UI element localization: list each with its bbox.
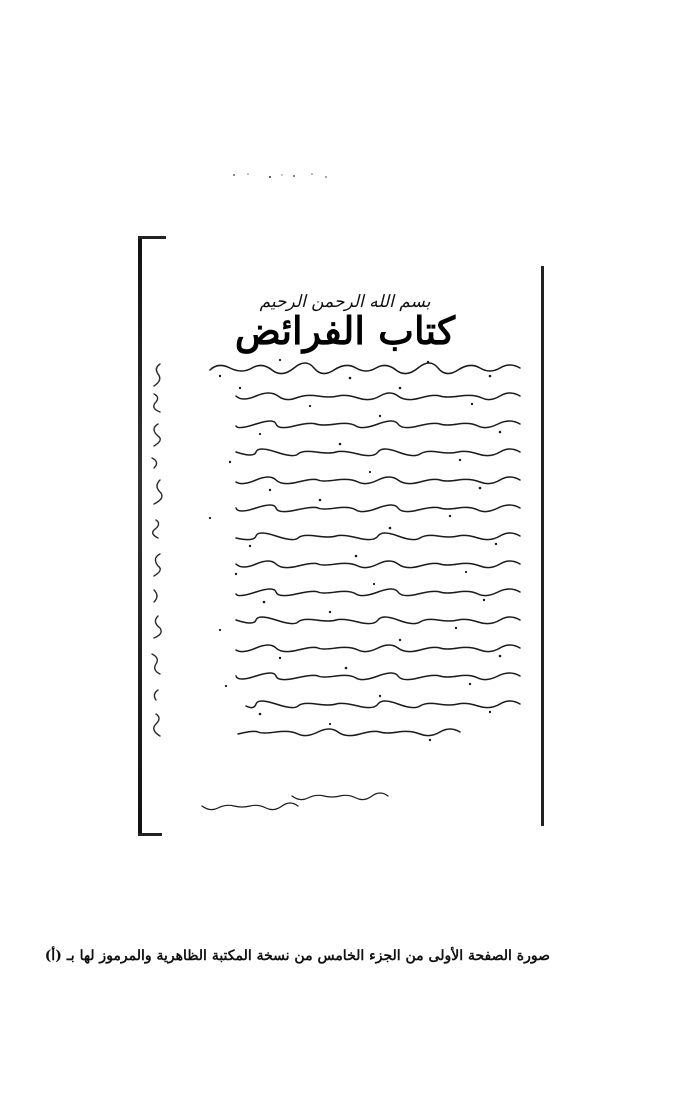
page-specks [230, 168, 340, 182]
ownership-note [178, 776, 398, 816]
page-edge-top [138, 236, 166, 239]
page-edge-right [541, 266, 544, 826]
handwritten-lines [160, 358, 530, 778]
manuscript-text [160, 290, 530, 782]
manuscript-page [138, 236, 544, 836]
page-edge-bottom [138, 833, 162, 836]
basmala: بسم الله الرحمن الرحيم [259, 292, 431, 312]
image-caption: صورة الصفحة الأولى من الجزء الخامس من نسخة المكتبة الظاهرية والمرموز لها بـ (أ) [44, 948, 550, 964]
book-title: كتاب الفرائض [234, 308, 456, 353]
